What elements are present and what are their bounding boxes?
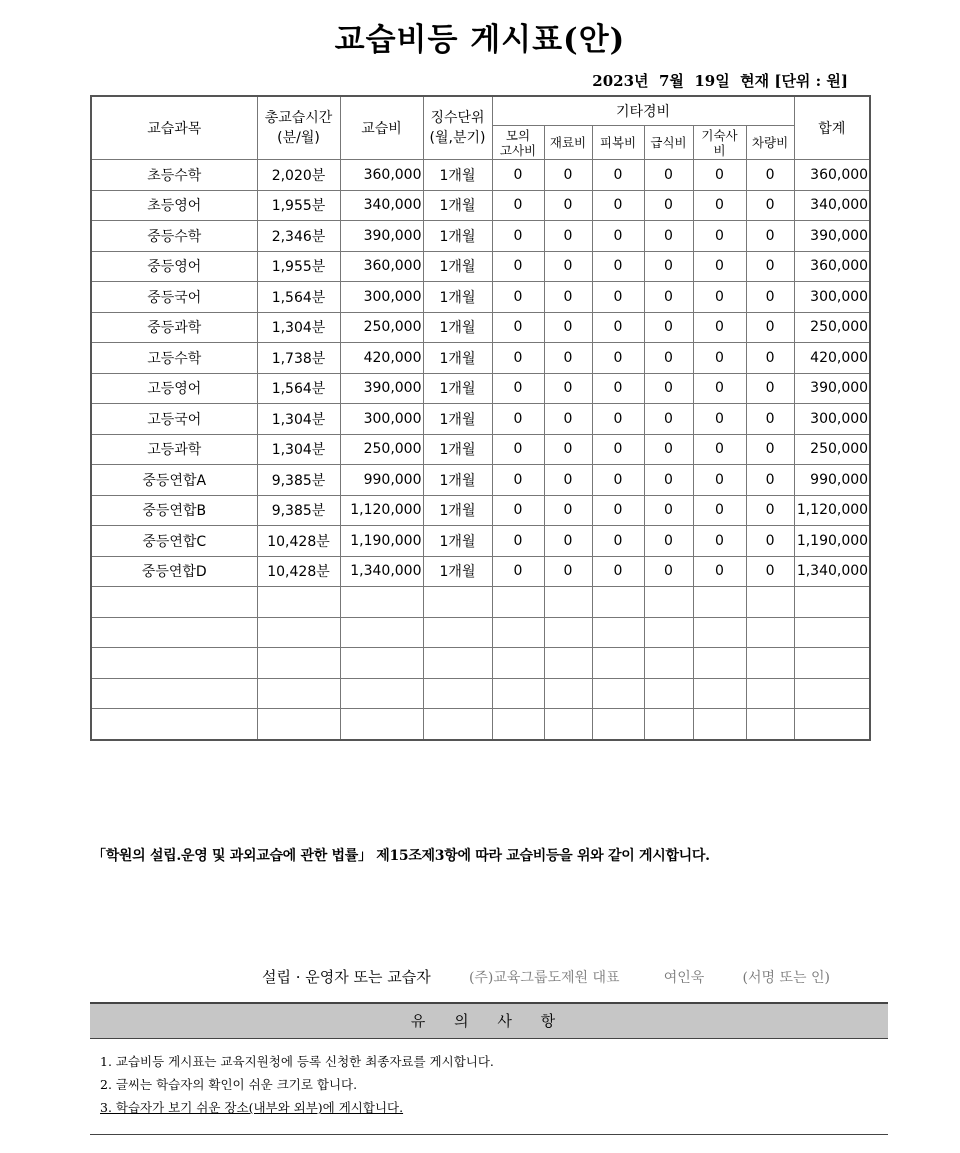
cell-vehicle: 0	[746, 343, 794, 374]
cell-hours: 2,346분	[257, 221, 340, 252]
cell-subject: 중등연합B	[91, 495, 257, 526]
signature-label: 설립 · 운영자 또는 교습자	[262, 968, 431, 986]
table-row	[91, 587, 870, 618]
notice-list	[100, 1050, 494, 1119]
cell-uniform: 0	[592, 526, 644, 557]
header-unit	[423, 96, 492, 160]
cell-material	[544, 617, 592, 648]
cell-mock-exam	[492, 648, 544, 679]
cell-vehicle: 0	[746, 404, 794, 435]
cell-dorm: 0	[693, 312, 746, 343]
cell-uniform	[592, 709, 644, 740]
table-row	[91, 251, 870, 282]
cell-uniform: 0	[592, 190, 644, 221]
cell-material: 0	[544, 434, 592, 465]
header-hours	[257, 96, 340, 160]
cell-uniform: 0	[592, 404, 644, 435]
cell-uniform: 0	[592, 251, 644, 282]
header-subject: 교습과목	[91, 96, 257, 160]
cell-mock-exam: 0	[492, 373, 544, 404]
cell-fee: 990,000	[340, 465, 423, 496]
table-row	[91, 190, 870, 221]
cell-fee: 390,000	[340, 373, 423, 404]
cell-hours: 1,304분	[257, 434, 340, 465]
cell-hours: 1,304분	[257, 404, 340, 435]
cell-unit: 1개월	[423, 312, 492, 343]
cell-dorm: 0	[693, 495, 746, 526]
cell-uniform: 0	[592, 495, 644, 526]
header-vehicle: 차량비	[746, 126, 794, 160]
cell-meal: 0	[644, 343, 693, 374]
cell-meal	[644, 648, 693, 679]
cell-dorm: 0	[693, 526, 746, 557]
cell-vehicle: 0	[746, 190, 794, 221]
cell-meal	[644, 617, 693, 648]
cell-material: 0	[544, 373, 592, 404]
cell-vehicle: 0	[746, 556, 794, 587]
cell-total: 250,000	[794, 434, 870, 465]
cell-hours: 1,955분	[257, 251, 340, 282]
cell-uniform	[592, 617, 644, 648]
header-fee: 교습비	[340, 96, 423, 160]
cell-meal: 0	[644, 556, 693, 587]
cell-material	[544, 678, 592, 709]
cell-meal: 0	[644, 160, 693, 191]
cell-dorm: 0	[693, 373, 746, 404]
cell-mock-exam: 0	[492, 434, 544, 465]
table-row	[91, 373, 870, 404]
cell-fee	[340, 678, 423, 709]
cell-vehicle	[746, 648, 794, 679]
cell-vehicle: 0	[746, 160, 794, 191]
cell-mock-exam: 0	[492, 190, 544, 221]
cell-dorm: 0	[693, 282, 746, 313]
header-mock-exam	[492, 126, 544, 160]
cell-subject: 중등수학	[91, 221, 257, 252]
cell-uniform: 0	[592, 312, 644, 343]
cell-meal: 0	[644, 434, 693, 465]
table-row	[91, 312, 870, 343]
notice-item: 2. 글씨는 학습자의 확인이 쉬운 크기로 합니다.	[100, 1077, 358, 1092]
cell-subject: 중등연합A	[91, 465, 257, 496]
cell-unit: 1개월	[423, 373, 492, 404]
cell-mock-exam: 0	[492, 282, 544, 313]
cell-mock-exam: 0	[492, 526, 544, 557]
table-row	[91, 434, 870, 465]
table-row	[91, 282, 870, 313]
cell-mock-exam: 0	[492, 343, 544, 374]
cell-material: 0	[544, 495, 592, 526]
cell-total: 1,120,000	[794, 495, 870, 526]
notice-heading: 유 의 사 항	[90, 1002, 888, 1039]
table-row	[91, 343, 870, 374]
table-row	[91, 465, 870, 496]
cell-dorm: 0	[693, 160, 746, 191]
cell-total: 390,000	[794, 373, 870, 404]
cell-uniform: 0	[592, 556, 644, 587]
cell-fee	[340, 648, 423, 679]
cell-vehicle: 0	[746, 434, 794, 465]
cell-mock-exam: 0	[492, 221, 544, 252]
cell-meal: 0	[644, 190, 693, 221]
cell-fee: 1,120,000	[340, 495, 423, 526]
cell-uniform: 0	[592, 160, 644, 191]
cell-total	[794, 587, 870, 618]
table-row	[91, 556, 870, 587]
cell-total	[794, 617, 870, 648]
header-material: 재료비	[544, 126, 592, 160]
cell-fee: 250,000	[340, 312, 423, 343]
cell-hours	[257, 587, 340, 618]
cell-unit	[423, 709, 492, 740]
cell-total: 360,000	[794, 160, 870, 191]
cell-hours	[257, 678, 340, 709]
cell-mock-exam: 0	[492, 495, 544, 526]
cell-uniform: 0	[592, 434, 644, 465]
cell-mock-exam: 0	[492, 556, 544, 587]
cell-meal: 0	[644, 495, 693, 526]
cell-uniform: 0	[592, 373, 644, 404]
cell-vehicle: 0	[746, 282, 794, 313]
cell-mock-exam: 0	[492, 160, 544, 191]
cell-hours	[257, 648, 340, 679]
header-meal: 급식비	[644, 126, 693, 160]
cell-material	[544, 587, 592, 618]
cell-dorm: 0	[693, 251, 746, 282]
cell-vehicle: 0	[746, 526, 794, 557]
cell-meal	[644, 587, 693, 618]
cell-uniform	[592, 587, 644, 618]
document-title: 교습비등 게시표(안)	[334, 22, 626, 58]
cell-uniform	[592, 678, 644, 709]
header-dorm-text: 기숙사 비	[701, 127, 738, 158]
cell-hours: 9,385분	[257, 495, 340, 526]
cell-material: 0	[544, 251, 592, 282]
cell-meal: 0	[644, 526, 693, 557]
cell-dorm: 0	[693, 404, 746, 435]
cell-unit: 1개월	[423, 221, 492, 252]
cell-subject	[91, 709, 257, 740]
cell-fee	[340, 709, 423, 740]
cell-subject	[91, 648, 257, 679]
table-row	[91, 617, 870, 648]
cell-meal: 0	[644, 312, 693, 343]
cell-mock-exam: 0	[492, 465, 544, 496]
cell-total	[794, 678, 870, 709]
cell-material: 0	[544, 465, 592, 496]
cell-material	[544, 648, 592, 679]
cell-subject: 초등영어	[91, 190, 257, 221]
cell-total: 300,000	[794, 404, 870, 435]
notice-item: 1. 교습비등 게시표는 교육지원청에 등록 신청한 최종자료를 게시합니다.	[100, 1054, 494, 1069]
cell-subject: 중등과학	[91, 312, 257, 343]
cell-total: 360,000	[794, 251, 870, 282]
cell-vehicle	[746, 587, 794, 618]
cell-meal: 0	[644, 465, 693, 496]
cell-unit	[423, 587, 492, 618]
cell-dorm	[693, 587, 746, 618]
cell-vehicle: 0	[746, 251, 794, 282]
cell-hours: 1,955분	[257, 190, 340, 221]
fee-table	[90, 95, 871, 741]
cell-total: 340,000	[794, 190, 870, 221]
cell-vehicle: 0	[746, 312, 794, 343]
cell-subject: 중등국어	[91, 282, 257, 313]
cell-subject: 고등국어	[91, 404, 257, 435]
cell-mock-exam	[492, 617, 544, 648]
cell-material: 0	[544, 221, 592, 252]
cell-unit: 1개월	[423, 343, 492, 374]
cell-meal	[644, 678, 693, 709]
cell-meal: 0	[644, 251, 693, 282]
cell-fee: 300,000	[340, 404, 423, 435]
cell-dorm: 0	[693, 465, 746, 496]
cell-unit: 1개월	[423, 404, 492, 435]
cell-hours: 1,564분	[257, 282, 340, 313]
cell-vehicle	[746, 617, 794, 648]
cell-hours: 2,020분	[257, 160, 340, 191]
cell-fee: 340,000	[340, 190, 423, 221]
table-row	[91, 648, 870, 679]
cell-subject: 중등연합C	[91, 526, 257, 557]
cell-total: 300,000	[794, 282, 870, 313]
cell-mock-exam	[492, 709, 544, 740]
cell-meal: 0	[644, 282, 693, 313]
cell-unit: 1개월	[423, 556, 492, 587]
table-row	[91, 160, 870, 191]
cell-dorm	[693, 678, 746, 709]
cell-unit: 1개월	[423, 495, 492, 526]
cell-subject: 고등영어	[91, 373, 257, 404]
cell-hours: 9,385분	[257, 465, 340, 496]
cell-total: 420,000	[794, 343, 870, 374]
cell-subject: 중등연합D	[91, 556, 257, 587]
signature-line	[262, 966, 830, 987]
table-row	[91, 709, 870, 740]
header-total: 합계	[794, 96, 870, 160]
cell-total: 390,000	[794, 221, 870, 252]
cell-fee: 360,000	[340, 251, 423, 282]
cell-unit: 1개월	[423, 465, 492, 496]
date-and-unit: 2023년 7월 19일 현재 [단위 : 원]	[592, 72, 848, 90]
cell-material: 0	[544, 526, 592, 557]
cell-total: 1,190,000	[794, 526, 870, 557]
table-row	[91, 221, 870, 252]
header-hours-text: 총교습시간 (분/월)	[264, 110, 333, 146]
cell-vehicle	[746, 678, 794, 709]
cell-material: 0	[544, 312, 592, 343]
cell-meal: 0	[644, 221, 693, 252]
cell-material: 0	[544, 404, 592, 435]
cell-hours	[257, 617, 340, 648]
cell-fee	[340, 587, 423, 618]
cell-vehicle: 0	[746, 495, 794, 526]
cell-mock-exam: 0	[492, 251, 544, 282]
cell-material: 0	[544, 160, 592, 191]
cell-uniform: 0	[592, 465, 644, 496]
cell-fee: 250,000	[340, 434, 423, 465]
cell-total: 990,000	[794, 465, 870, 496]
cell-subject: 고등수학	[91, 343, 257, 374]
cell-material	[544, 709, 592, 740]
cell-material: 0	[544, 556, 592, 587]
cell-total: 1,340,000	[794, 556, 870, 587]
cell-hours: 1,304분	[257, 312, 340, 343]
cell-hours	[257, 709, 340, 740]
cell-dorm: 0	[693, 343, 746, 374]
cell-uniform	[592, 648, 644, 679]
cell-mock-exam	[492, 587, 544, 618]
cell-dorm: 0	[693, 190, 746, 221]
cell-total	[794, 648, 870, 679]
cell-dorm: 0	[693, 434, 746, 465]
cell-fee: 1,190,000	[340, 526, 423, 557]
cell-unit	[423, 678, 492, 709]
cell-mock-exam: 0	[492, 312, 544, 343]
cell-vehicle	[746, 709, 794, 740]
signature-company: (주)교육그룹도제원 대표	[468, 970, 620, 986]
table-row	[91, 678, 870, 709]
cell-subject: 고등과학	[91, 434, 257, 465]
header-uniform: 피복비	[592, 126, 644, 160]
cell-vehicle: 0	[746, 221, 794, 252]
cell-fee: 360,000	[340, 160, 423, 191]
cell-unit: 1개월	[423, 434, 492, 465]
cell-meal	[644, 709, 693, 740]
notice-item: 3. 학습자가 보기 쉬운 장소(내부와 외부)에 게시합니다.	[100, 1100, 404, 1115]
cell-hours: 10,428분	[257, 556, 340, 587]
header-other-expenses: 기타경비	[492, 96, 794, 126]
cell-subject: 초등수학	[91, 160, 257, 191]
cell-material: 0	[544, 282, 592, 313]
cell-unit	[423, 648, 492, 679]
cell-hours: 10,428분	[257, 526, 340, 557]
cell-meal: 0	[644, 404, 693, 435]
cell-unit: 1개월	[423, 190, 492, 221]
cell-fee: 420,000	[340, 343, 423, 374]
cell-uniform: 0	[592, 221, 644, 252]
cell-unit	[423, 617, 492, 648]
cell-fee: 1,340,000	[340, 556, 423, 587]
table-row	[91, 404, 870, 435]
cell-total	[794, 709, 870, 740]
header-mock-exam-text: 모의 고사비	[499, 127, 537, 158]
cell-dorm	[693, 648, 746, 679]
cell-mock-exam: 0	[492, 404, 544, 435]
cell-subject	[91, 587, 257, 618]
cell-uniform: 0	[592, 282, 644, 313]
cell-material: 0	[544, 190, 592, 221]
cell-subject	[91, 617, 257, 648]
cell-unit: 1개월	[423, 160, 492, 191]
signature-name: 여인욱	[663, 970, 705, 986]
cell-dorm	[693, 709, 746, 740]
cell-unit: 1개월	[423, 251, 492, 282]
cell-unit: 1개월	[423, 526, 492, 557]
table-row	[91, 526, 870, 557]
cell-subject	[91, 678, 257, 709]
cell-uniform: 0	[592, 343, 644, 374]
signature-seal: (서명 또는 인)	[742, 970, 830, 986]
cell-fee	[340, 617, 423, 648]
header-unit-text: 징수단위 (월,분기)	[429, 110, 486, 146]
cell-dorm: 0	[693, 556, 746, 587]
cell-dorm	[693, 617, 746, 648]
cell-dorm: 0	[693, 221, 746, 252]
cell-total: 250,000	[794, 312, 870, 343]
table-row	[91, 495, 870, 526]
cell-hours: 1,738분	[257, 343, 340, 374]
cell-mock-exam	[492, 678, 544, 709]
cell-meal: 0	[644, 373, 693, 404]
cell-fee: 390,000	[340, 221, 423, 252]
cell-vehicle: 0	[746, 465, 794, 496]
cell-vehicle: 0	[746, 373, 794, 404]
cell-material: 0	[544, 343, 592, 374]
cell-unit: 1개월	[423, 282, 492, 313]
bottom-divider	[90, 1134, 888, 1135]
header-dorm	[693, 126, 746, 160]
legal-statement: 「학원의 설립.운영 및 과외교습에 관한 법률」 제15조제3항에 따라 교습비등을 위와 같이 게시합니다.	[92, 848, 710, 864]
cell-hours: 1,564분	[257, 373, 340, 404]
cell-fee: 300,000	[340, 282, 423, 313]
cell-subject: 중등영어	[91, 251, 257, 282]
